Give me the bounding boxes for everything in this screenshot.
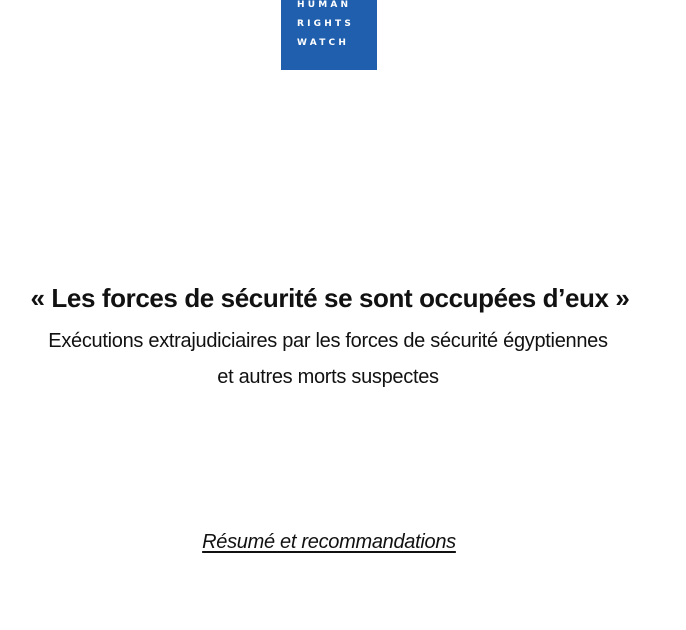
document-subtitle — [0, 323, 656, 395]
section-heading: Résumé et recommandations — [202, 531, 456, 553]
subtitle-line-1: Exécutions extrajudiciaires par les forces de sécurité égyptiennes — [48, 330, 608, 352]
logo-text-line-1: HUMAN — [297, 0, 352, 10]
subtitle-line-2: et autres morts suspectes — [217, 366, 439, 388]
document-title: « Les forces de sécurité se sont occupées d’eux » — [30, 283, 630, 313]
logo-text-line-2: RIGHTS — [297, 19, 355, 29]
logo-text-line-3: WATCH — [297, 38, 350, 48]
human-rights-watch-logo — [281, 0, 377, 70]
